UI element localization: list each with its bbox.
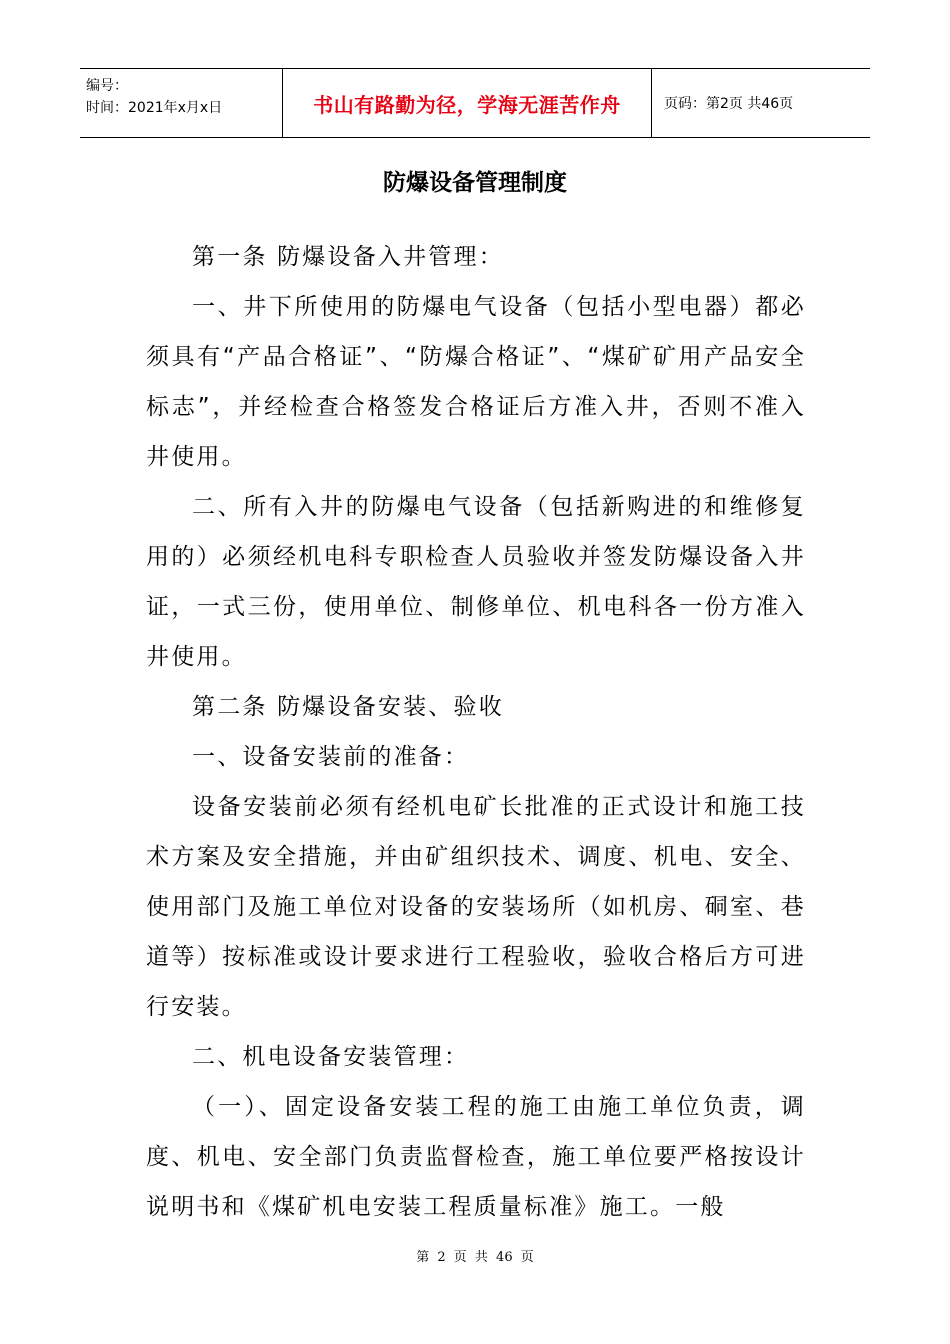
article-1-heading: 第一条 防爆设备入井管理：	[192, 244, 504, 270]
section-heading: 一、设备安装前的准备：	[192, 744, 470, 770]
paragraph: 设备安装前必须有经机电矿长批准的正式设计和施工技术方案及安全措施，并由矿组织技术、调度、机电、安全、使用部门及施工单位对设备的安装场所（如机房、硐室、巷道等）按标准或设计要求进行工程验收，验收合格后方可进行安装。	[146, 794, 806, 1020]
paragraph: 一、井下所使用的防爆电气设备（包括小型电器）都必须具有“产品合格证”、“防爆合格证”、“煤矿矿用产品安全标志”，并经检查合格签发合格证后方准入井，否则不准入井使用。	[146, 294, 806, 470]
document-title: 防爆设备管理制度	[383, 170, 567, 196]
header-page-number: 页码：第2页 共46页	[664, 96, 794, 112]
section-heading: 二、机电设备安装管理：	[192, 1044, 470, 1070]
header-motto: 书山有路勤为径，学海无涯苦作舟	[313, 92, 621, 117]
header-meta	[80, 69, 282, 137]
paragraph: 二、所有入井的防爆电气设备（包括新购进的和维修复用的）必须经机电科专职检查人员验收并签发防爆设备入井证，一式三份，使用单位、制修单位、机电科各一份方准入井使用。	[146, 494, 806, 670]
article-2-heading: 第二条 防爆设备安装、验收	[192, 694, 504, 720]
header-motto-cell	[282, 69, 652, 137]
page-footer: 第 2 页 共 46 页	[416, 1250, 534, 1265]
document-number-label: 编号：	[86, 78, 128, 94]
document-date: 时间：2021年x月x日	[86, 100, 223, 116]
paragraph: （一）、固定设备安装工程的施工由施工单位负责，调度、机电、安全部门负责监督检查，施工单位要严格按设计说明书和《煤矿机电安装工程质量标准》施工。一般	[146, 1094, 806, 1220]
page-header	[80, 68, 870, 138]
document-body	[146, 232, 806, 1232]
